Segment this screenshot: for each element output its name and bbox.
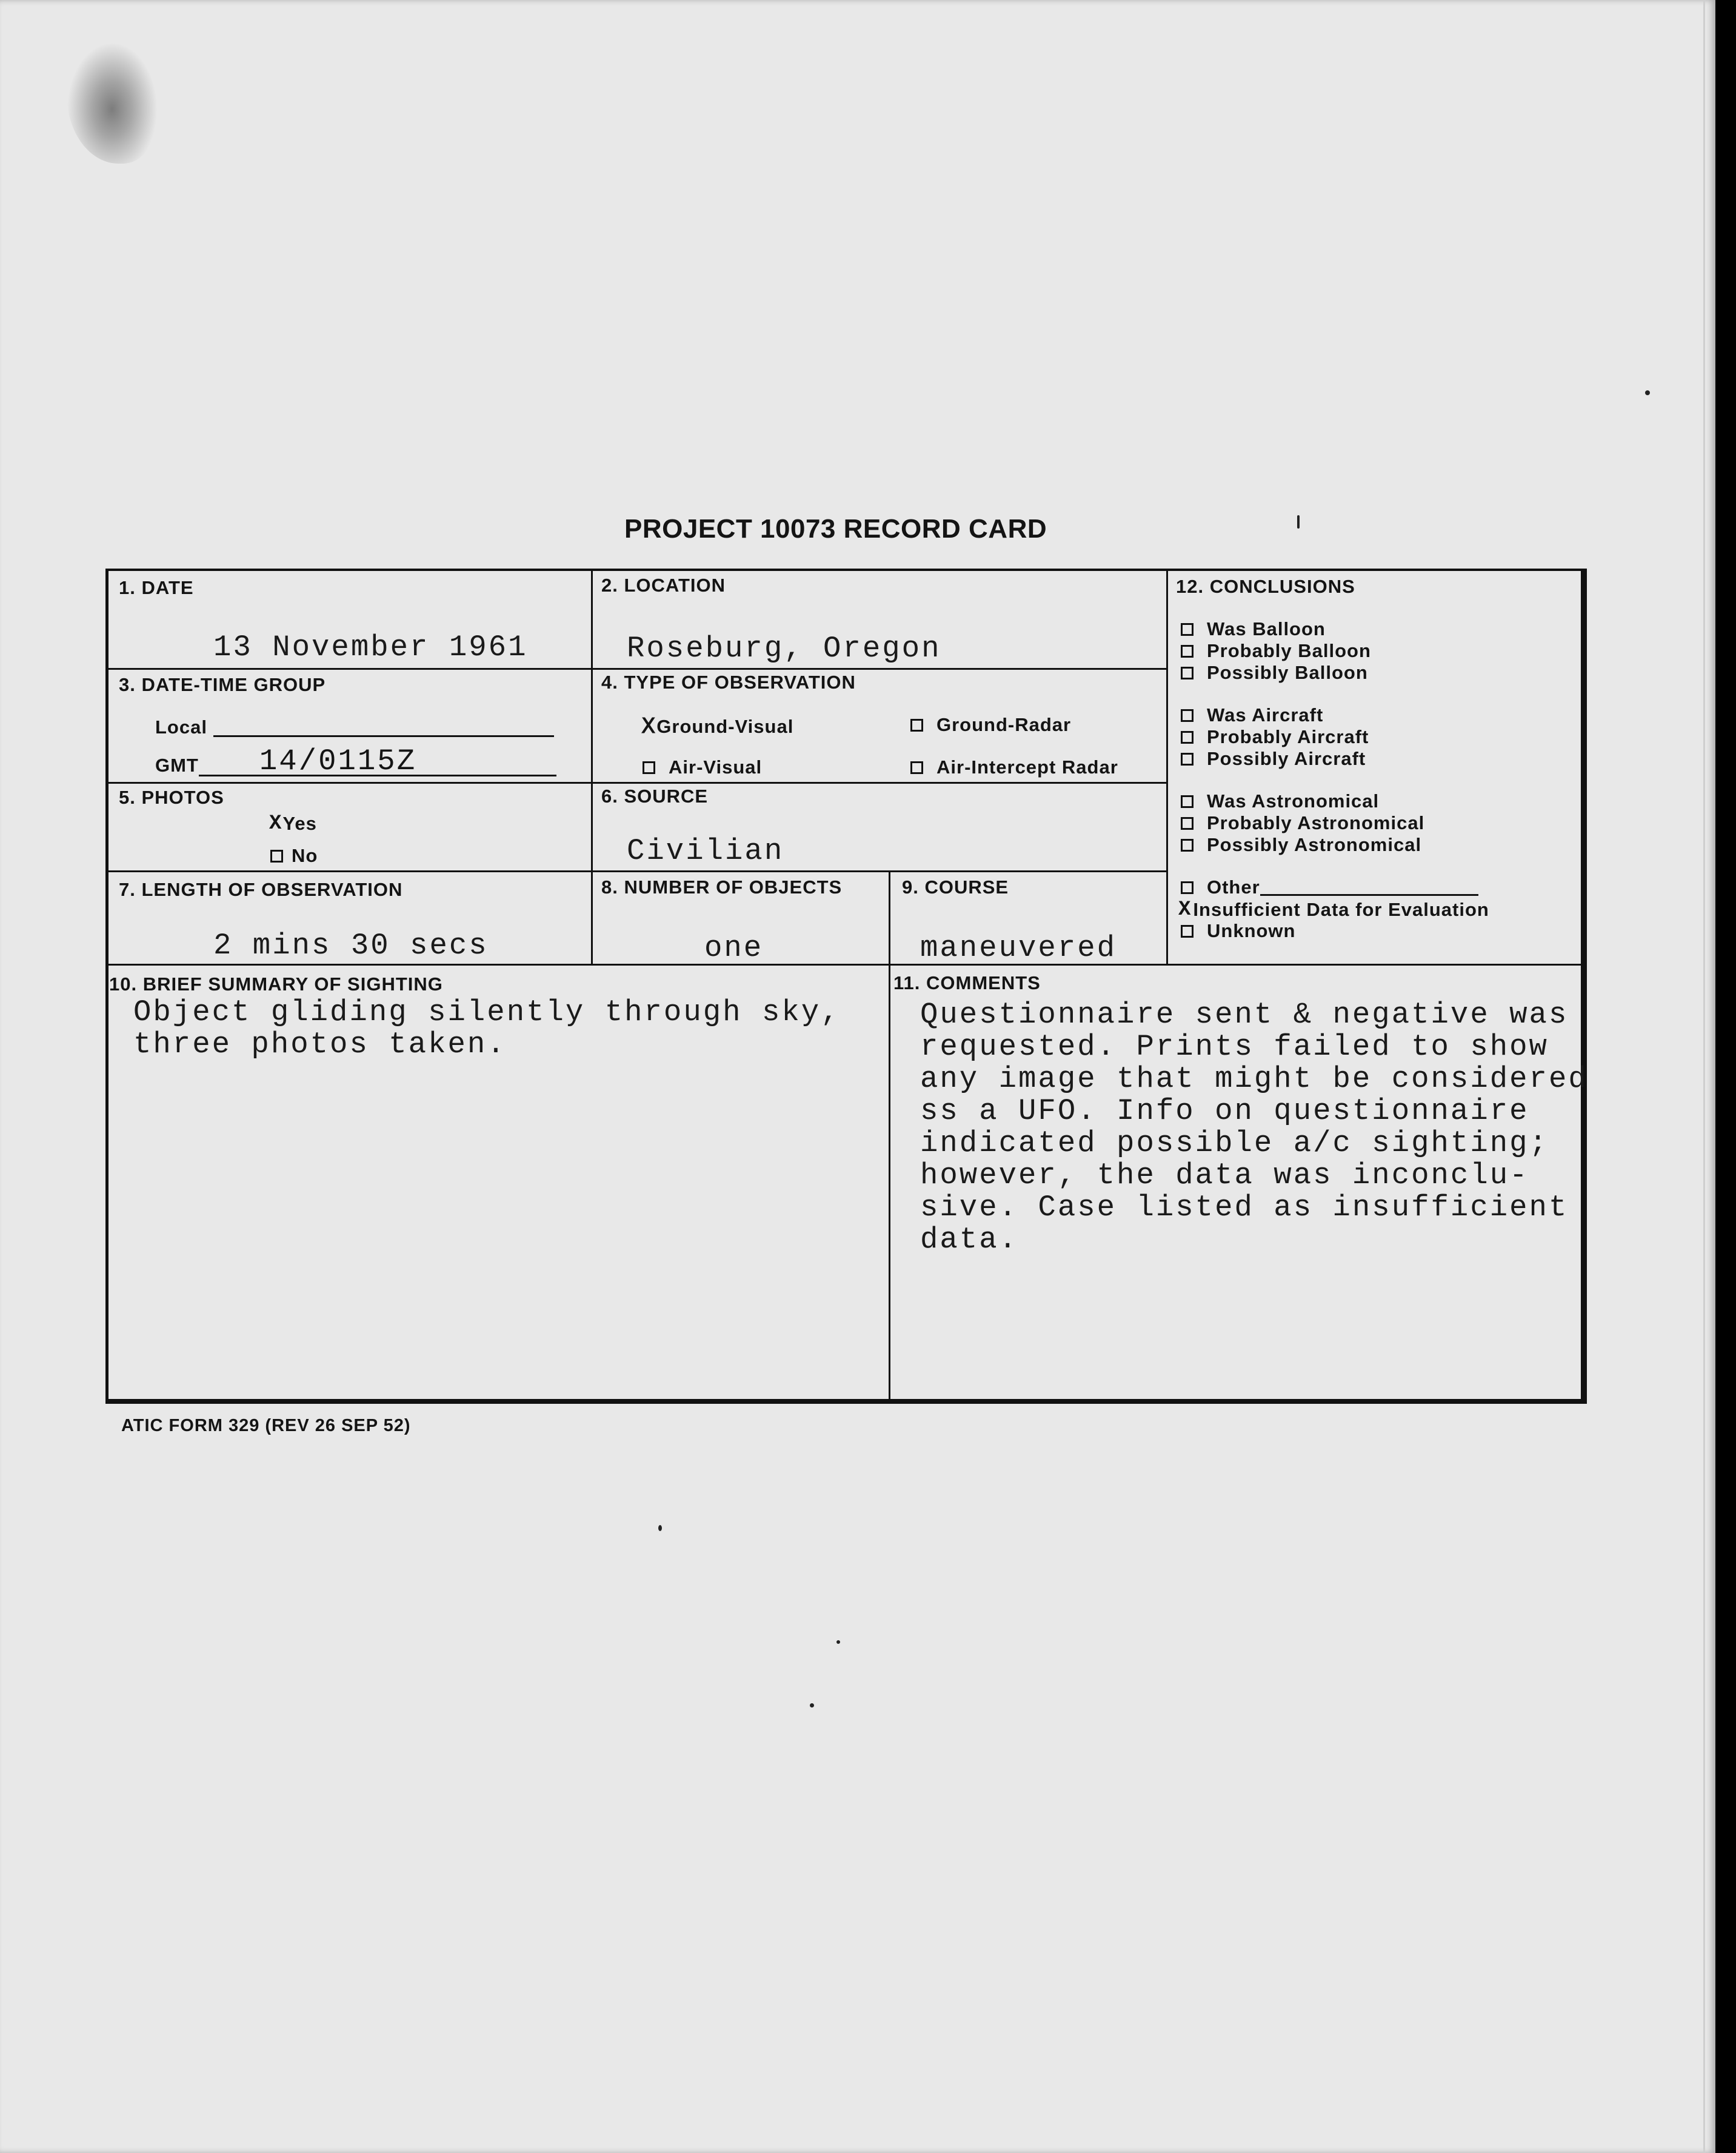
photos-label: 5. PHOTOS — [119, 787, 224, 808]
was-aircraft-label: Was Aircraft — [1207, 704, 1324, 726]
brief-summary-label: 10. BRIEF SUMMARY OF SIGHTING — [109, 973, 443, 995]
comments-label: 11. COMMENTS — [893, 972, 1041, 993]
date-value: 13 November 1961 — [213, 630, 528, 664]
grid-divider — [109, 782, 1166, 784]
option-air-visual — [643, 756, 762, 778]
conclusion-was-aircraft — [1181, 704, 1323, 726]
sheet-edge — [1703, 0, 1705, 2153]
checkbox-possibly-aircraft — [1181, 753, 1194, 766]
comment-line: data. — [920, 1223, 1019, 1257]
other-blank-line — [1260, 880, 1478, 896]
summary-line: three photos taken. — [133, 1027, 507, 1061]
date-time-group-label: 3. DATE-TIME GROUP — [119, 674, 326, 695]
option-air-intercept-radar — [910, 756, 1118, 778]
checkbox-probably-aircraft — [1181, 731, 1194, 744]
grid-divider — [591, 571, 593, 965]
conclusion-insufficient-data — [1178, 898, 1489, 921]
source-value: Civilian — [627, 834, 784, 868]
checkbox-probably-astronomical — [1181, 817, 1194, 830]
stain-mark — [67, 42, 158, 164]
number-of-objects-label: 8. NUMBER OF OBJECTS — [601, 876, 843, 898]
local-time-label: Local — [155, 716, 207, 738]
dust-speck — [810, 1703, 814, 1707]
comment-line: however, the data was inconclu- — [920, 1158, 1529, 1192]
checkbox-was-balloon — [1181, 623, 1194, 636]
number-of-objects-value: one — [704, 931, 764, 965]
comment-line: sive. Case listed as insufficient — [920, 1190, 1569, 1224]
was-balloon-label: Was Balloon — [1207, 618, 1326, 639]
grid-divider — [1166, 571, 1168, 965]
checkbox-possibly-balloon — [1181, 667, 1194, 679]
dust-speck — [1645, 390, 1650, 395]
conclusion-probably-astronomical — [1181, 812, 1424, 834]
comment-line: Questionnaire sent & negative was — [920, 998, 1569, 1032]
was-astronomical-label: Was Astronomical — [1207, 790, 1380, 812]
ground-visual-label: Ground-Visual — [656, 716, 794, 737]
length-of-observation-value: 2 mins 30 secs — [213, 929, 489, 963]
gmt-time-field — [155, 744, 556, 778]
conclusion-other — [1181, 876, 1478, 898]
conclusion-possibly-balloon — [1181, 662, 1368, 684]
ground-radar-label: Ground-Radar — [936, 714, 1072, 735]
length-of-observation-label: 7. LENGTH OF OBSERVATION — [119, 879, 403, 900]
comment-line: any image that might be considered — [920, 1062, 1588, 1096]
course-value: maneuvered — [920, 931, 1117, 965]
checkbox-unknown — [1181, 925, 1194, 938]
comments-text — [920, 999, 1588, 1256]
conclusion-was-balloon — [1181, 618, 1326, 640]
option-photos-yes — [269, 812, 317, 835]
conclusion-probably-balloon — [1181, 640, 1371, 662]
conclusion-possibly-astronomical — [1181, 834, 1421, 856]
possibly-astronomical-label: Possibly Astronomical — [1207, 834, 1422, 855]
check-mark-photos-yes: X — [269, 812, 279, 835]
conclusion-unknown — [1181, 920, 1296, 942]
gmt-time-label: GMT — [155, 754, 199, 776]
gmt-time-value: 14/0115Z — [259, 744, 417, 778]
source-label: 6. SOURCE — [601, 786, 709, 807]
dust-speck — [1297, 515, 1300, 529]
checkbox-air-intercept-radar — [910, 761, 923, 774]
course-label: 9. COURSE — [902, 876, 1009, 898]
checkbox-possibly-astronomical — [1181, 839, 1194, 852]
insufficient-data-label: Insufficient Data for Evaluation — [1193, 899, 1489, 920]
air-visual-label: Air-Visual — [669, 756, 763, 778]
comment-line: ss a UFO. Info on questionnaire — [920, 1094, 1529, 1128]
air-intercept-radar-label: Air-Intercept Radar — [936, 756, 1118, 778]
grid-divider — [109, 668, 1166, 670]
dust-speck — [658, 1525, 662, 1531]
probably-balloon-label: Probably Balloon — [1207, 640, 1371, 661]
check-mark-ground-visual: Ⅹ — [641, 716, 653, 739]
possibly-aircraft-label: Possibly Aircraft — [1207, 748, 1366, 769]
unknown-label: Unknown — [1207, 920, 1296, 941]
location-label: 2. LOCATION — [601, 575, 726, 596]
other-label: Other — [1207, 876, 1260, 898]
local-time-value — [213, 718, 554, 737]
option-photos-no — [270, 845, 318, 867]
check-mark-insufficient-data: X — [1178, 898, 1191, 921]
grid-divider — [109, 964, 1581, 966]
comment-line: indicated possible a/c sighting; — [920, 1126, 1549, 1160]
date-label: 1. DATE — [119, 577, 194, 598]
summary-line: Object gliding silently through sky, — [133, 995, 841, 1029]
photos-no-label: No — [292, 845, 318, 866]
comment-line: requested. Prints failed to show — [920, 1030, 1549, 1064]
conclusion-was-astronomical — [1181, 790, 1379, 812]
grid-divider — [109, 870, 1166, 872]
possibly-balloon-label: Possibly Balloon — [1207, 662, 1368, 683]
conclusion-probably-aircraft — [1181, 726, 1369, 748]
checkbox-was-aircraft — [1181, 709, 1194, 722]
grid-divider — [889, 870, 890, 1403]
probably-aircraft-label: Probably Aircraft — [1207, 726, 1369, 747]
form-title: PROJECT 10073 RECORD CARD — [624, 514, 1047, 544]
checkbox-ground-radar — [910, 719, 923, 732]
local-time-field — [155, 716, 554, 738]
option-ground-visual — [641, 714, 793, 739]
probably-astronomical-label: Probably Astronomical — [1207, 812, 1425, 833]
checkbox-photos-no — [270, 850, 283, 863]
checkbox-other — [1181, 881, 1194, 894]
option-ground-radar — [910, 714, 1071, 736]
conclusions-label: 12. CONCLUSIONS — [1176, 576, 1355, 597]
brief-summary-text — [133, 996, 841, 1061]
type-of-observation-label: 4. TYPE OF OBSERVATION — [601, 672, 856, 693]
checkbox-air-visual — [643, 761, 655, 774]
checkbox-probably-balloon — [1181, 645, 1194, 658]
form-number: ATIC FORM 329 (REV 26 SEP 52) — [121, 1416, 411, 1435]
gmt-time-line — [199, 744, 556, 778]
checkbox-was-astronomical — [1181, 795, 1194, 808]
conclusion-possibly-aircraft — [1181, 748, 1366, 770]
location-value: Roseburg, Oregon — [627, 632, 941, 666]
dust-speck — [836, 1640, 840, 1644]
photos-yes-label: Yes — [282, 813, 317, 834]
